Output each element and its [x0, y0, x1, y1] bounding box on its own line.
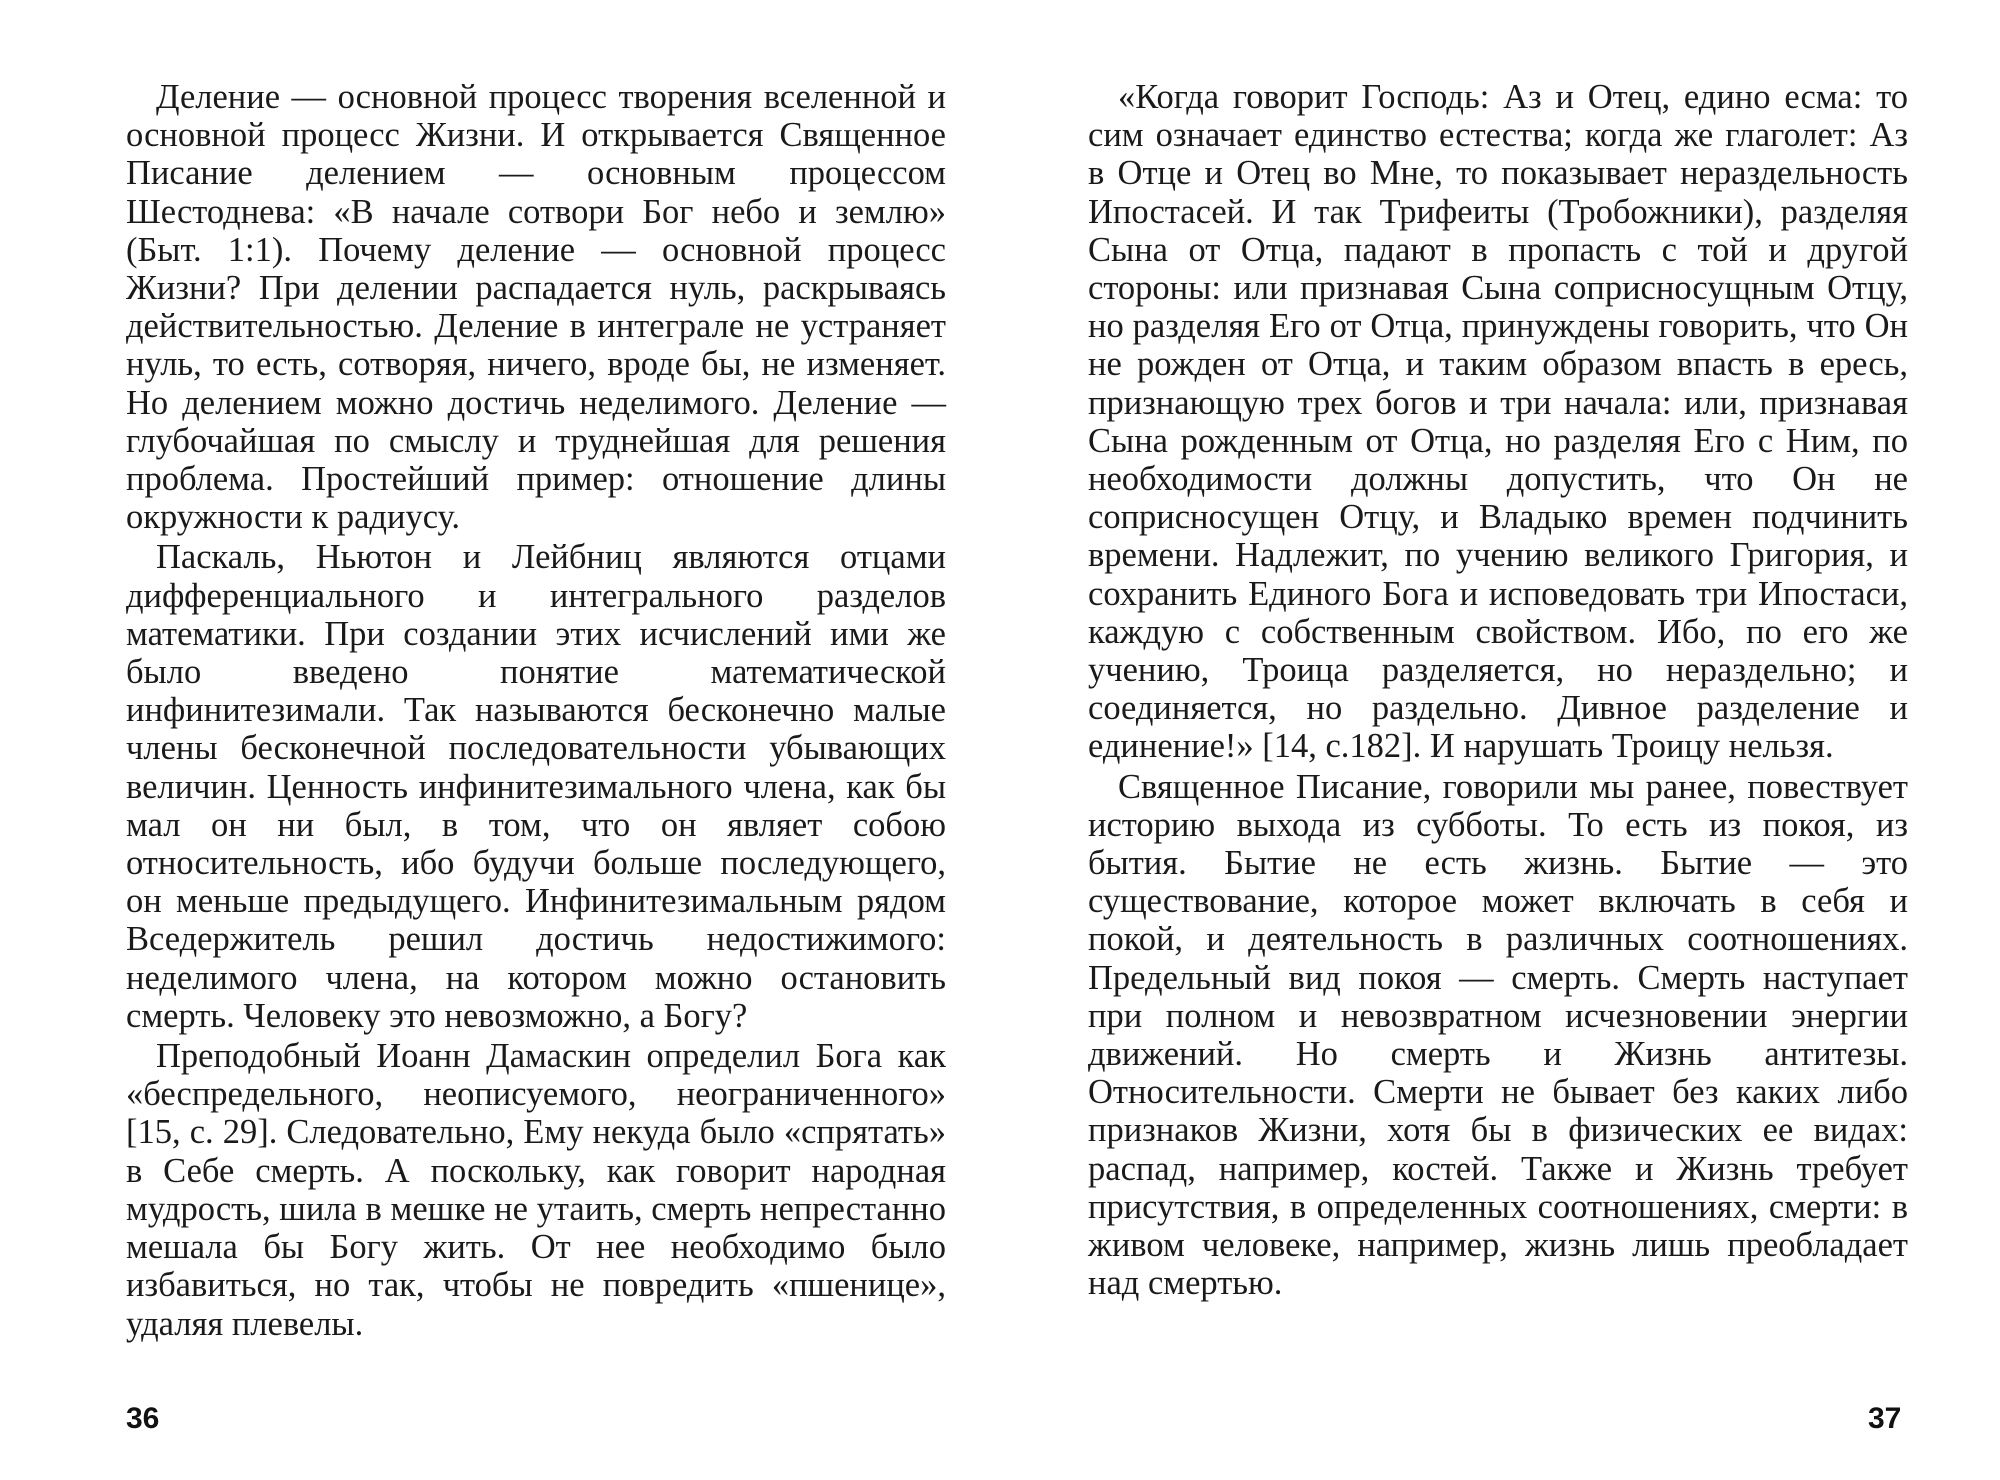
left-paragraph-2: Паскаль, Ньютон и Лейбниц являются отцами дифференциального и интегрального разделов математики. При создании этих исчислений ими же было введено понятие математической инфинитезимали. Так называются бесконечно малые члены бесконечной последовательности убывающих величин. Ценность инфинитезимального члена, как бы мал он ни был, в том, что он являет собою относительность, ибо будучи больше последующего, он меньше предыдущего. Инфинитезимальным рядом Вседержитель решил достичь недостижимого: неделимого члена, на котором можно остановить смерть. Человеку это невозможно, а Богу? — [126, 538, 946, 1035]
left-paragraph-1: Деление — основной процесс творения вселенной и основной процесс Жизни. И открывается Священное Писание делением — основным процессом Шестоднева: «В начале сотвори Бог небо и землю» (Быт. 1:1). Почему деление — основной процесс Жизни? При делении распадается нуль, раскрываясь действительностью. Деление в интеграле не устраняет нуль, то есть, сотворяя, ничего, вроде бы, не изменяет. Но делением можно достичь неделимого. Деление — глубочайшая по смыслу и труднейшая для решения проблема. Простейший пример: отношение длины окружности к радиусу. — [126, 78, 946, 537]
left-paragraph-3: Преподобный Иоанн Дамаскин определил Бога как «беспредельного, неописуемого, неограниченного» [15, с. 29]. Следовательно, Ему некуда было «спрятать» в Себе смерть. А поскольку, как говорит народная мудрость, шила в мешке не утаить, смерть непрестанно мешала бы Богу жить. От нее необходимо было избавиться, но так, чтобы не повредить «пшенице», удаляя плевелы. — [126, 1037, 946, 1343]
page-number-right: 37 — [1868, 1402, 1902, 1435]
left-page — [126, 78, 946, 1378]
right-page — [1088, 78, 1908, 1378]
right-paragraph-1: «Когда говорит Господь: Аз и Отец, едино есма: то сим означает единство естества; когда же глаголет: Аз в Отце и Отец во Мне, то показывает нераздельность Ипостасей. И так Трифеиты (Тробожники), разделяя Сына от Отца, падают в пропасть с той и другой стороны: или признавая Сына соприсносущным Отцу, но разделяя Его от Отца, принуждены говорить, что Он не рожден от Отца, и таким образом впасть в ересь, признающую трех богов и три начала: или, признавая Сына рожденным от Отца, но разделяя Его с Ним, по необходимости должны допустить, что Он не соприсносущен Отцу, и Владыко времен подчинить времени. Надлежит, по учению великого Григория, и сохранить Единого Бога и исповедовать три Ипостаси, каждую с собственным свойством. Ибо, по его же учению, Троица разделяется, но нераздельно; и соединяется, но раздельно. Дивное разделение и единение!» [14, с.182]. И нарушать Троицу нельзя. — [1088, 78, 1908, 766]
page-number-left: 36 — [126, 1402, 160, 1435]
right-paragraph-2: Священное Писание, говорили мы ранее, повествует историю выхода из субботы. То есть из покоя, из бытия. Бытие не есть жизнь. Бытие — это существование, которое может включать в себя и покой, и деятельность в различных соотношениях. Предельный вид покоя — смерть. Смерть наступает при полном и невозвратном исчезновении энергии движений. Но смерть и Жизнь антитезы. Относительности. Смерти не бывает без каких либо признаков Жизни, хотя бы в физических ее видах: распад, например, костей. Также и Жизнь требует присутствия, в определенных соотношениях, смерти: в живом человеке, например, жизнь лишь преобладает над смертью. — [1088, 767, 1908, 1303]
